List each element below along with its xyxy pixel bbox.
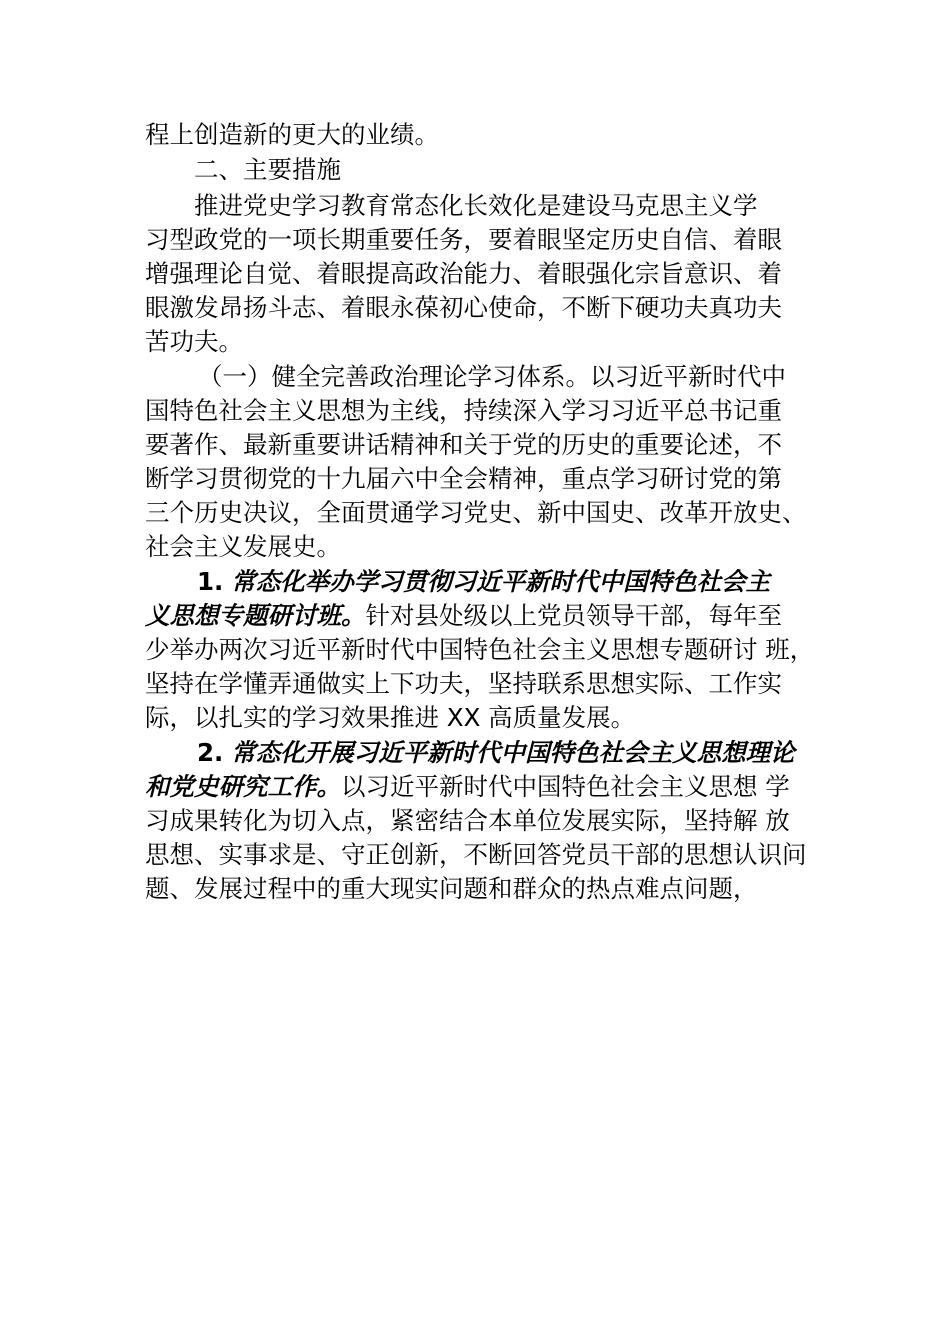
subsection-heading: （一）健全完善政治理论学习体系。以习近平新时代中	[198, 362, 786, 391]
item-title: 常态化举办学习贯彻习近平新时代中国特色社会主	[231, 567, 771, 596]
text-line: 习型政党的一项长期重要任务，要着眼坚定历史自信、着眼	[145, 225, 782, 254]
text-line: 和党史研究工作。以习近平新时代中国特色社会主义思想 学	[145, 772, 790, 801]
text-line: 坚持在学懂弄通做实上下功夫，坚持联系思想实际、工作实	[145, 669, 782, 698]
text-line: 少举办两次习近平新时代中国特色社会主义思想专题研讨 班，	[145, 635, 815, 664]
text-line: 断学习贯彻党的十九届六中全会精神，重点学习研讨党的第	[145, 464, 782, 493]
text-line: 义思想专题研讨班。针对县处级以上党员领导干部，每年至	[145, 601, 782, 630]
item-title: 义思想专题研讨班。	[145, 601, 366, 630]
text-line: 苦功夫。	[145, 327, 243, 356]
text-line: 社会主义发展史。	[145, 532, 341, 561]
item-number: 2.	[197, 738, 224, 767]
text-line: 思想、实事求是、守正创新，不断回答党员干部的思想认识问	[145, 840, 807, 869]
text-line: 要著作、最新重要讲话精神和关于党的历史的重要论述，不	[145, 430, 782, 459]
item-heading-2	[197, 736, 795, 770]
text-line: 增强理论自觉、着眼提高政治能力、着眼强化宗旨意识、着	[145, 259, 782, 288]
text-line: 程上创造新的更大的业绩。	[145, 120, 439, 149]
section-heading: 二、主要措施	[194, 155, 341, 184]
text-line: 题、发展过程中的重大现实问题和群众的热点难点问题，	[145, 874, 758, 903]
text-line: 习成果转化为切入点，紧密结合本单位发展实际，坚持解 放	[145, 806, 790, 835]
text-line: 际，以扎实的学习效果推进 XX 高质量发展。	[145, 703, 636, 732]
item-number: 1.	[197, 567, 224, 596]
text-line: 国特色社会主义思想为主线，持续深入学习习近平总书记重	[145, 396, 782, 425]
item-heading-1	[197, 565, 770, 599]
text-line: 三个历史决议，全面贯通学习党史、新中国史、改革开放史、	[145, 498, 807, 527]
paragraph-first-line: 推进党史学习教育常态化长效化是建设马克思主义学	[194, 191, 758, 220]
item-title: 和党史研究工作。	[145, 772, 341, 801]
item-title: 常态化开展习近平新时代中国特色社会主义思想理论	[231, 738, 795, 767]
text-line: 眼激发昂扬斗志、着眼永葆初心使命，不断下硬功夫真功夫	[145, 293, 782, 322]
